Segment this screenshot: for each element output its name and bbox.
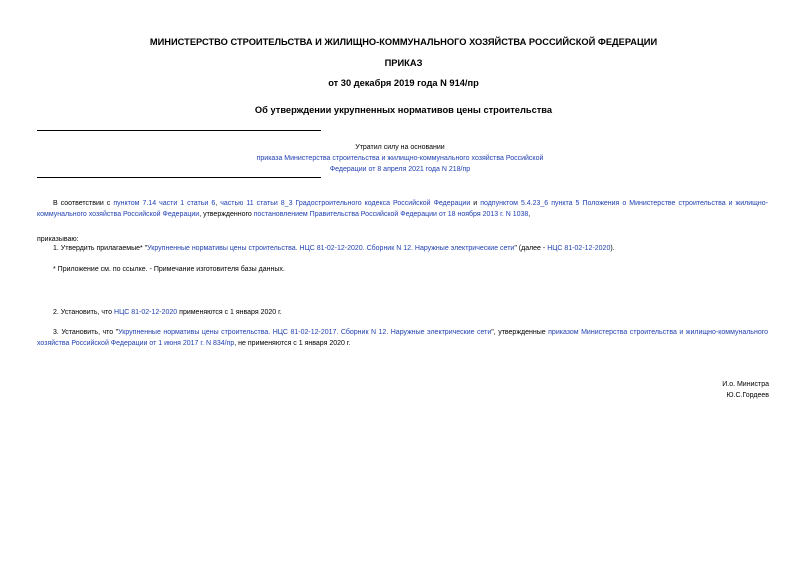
item2-text-1: 2. Установить, что (53, 309, 115, 316)
item1-text-3: ). (610, 245, 615, 252)
validity-note (240, 142, 560, 175)
preamble-text-2: , (215, 200, 221, 207)
doc-date-number: от 30 декабря 2019 года N 914/пр (328, 78, 479, 88)
preamble-text-3: и (470, 200, 481, 207)
link-ncs-2020-code-2[interactable]: НЦС 81-02-12-2020 (114, 309, 178, 316)
item3-text-2: ", утвержденные (491, 329, 549, 336)
link-ncs-2017-title[interactable]: Укрупненные нормативы цены строительства. НЦС 81-02-12-2017. Сборник N 12. Наружные электрические сети (118, 329, 492, 336)
link-ministry-regulation[interactable]: подпунктом 5.4.23_6 пункта 5 Положения о Министерстве строительства и жилищно-коммунального хозяйства Российской Федерации (37, 200, 768, 218)
preamble-text-5: , (528, 211, 531, 218)
link-ncs-2020-title[interactable]: Укрупненные нормативы цены строительства. НЦС 81-02-12-2020. Сборник N 12. Наружные электрические сети (147, 245, 515, 252)
top-divider (37, 130, 321, 131)
link-ncs-2020-code[interactable]: НЦС 81-02-12-2020 (547, 245, 611, 252)
preamble-text-1: В соответствии с (53, 200, 114, 207)
item1-text-2: " (далее - (514, 245, 548, 252)
item-3-paragraph (37, 327, 768, 349)
preamble-text-4: , утвержденного (199, 211, 254, 218)
doc-type-heading: ПРИКАЗ (384, 58, 423, 68)
signature-block (722, 379, 769, 401)
preamble-paragraph (37, 198, 768, 220)
item3-text-3: , не применяются с 1 января 2020 г. (234, 340, 351, 347)
validity-note-text: Утратил силу на основании (355, 144, 445, 151)
signature-name: Ю.С.Гордеев (726, 392, 769, 399)
item2-text-2: применяются с 1 января 2020 г. (177, 309, 282, 316)
item3-text-1: 3. Установить, что " (53, 329, 119, 336)
order-word: приказываю: (37, 236, 79, 243)
item-1-paragraph (37, 243, 768, 254)
link-order-834[interactable]: приказом Министерства строительства и жилищно-коммунального хозяйства Российской Федерации от 1 июня 2017 г. N 834/пр (37, 329, 769, 347)
signature-position: И.о. Министра (722, 381, 769, 388)
ministry-heading: МИНИСТЕРСТВО СТРОИТЕЛЬСТВА И ЖИЛИЩНО-КОММУНАЛЬНОГО ХОЗЯЙСТВА РОССИЙСКОЙ ФЕДЕРАЦИИ (149, 37, 658, 47)
link-town-planning-code-art6[interactable]: пунктом 7.14 части 1 статьи 6 (113, 200, 216, 207)
doc-subject-title: Об утверждении укрупненных нормативов цены строительства (254, 105, 553, 115)
bottom-divider (37, 177, 321, 178)
item-2-paragraph (37, 307, 768, 318)
link-government-resolution[interactable]: постановлением Правительства Российской Федерации от 18 ноября 2013 г. N 1038 (253, 211, 529, 218)
link-town-planning-code-art8-3[interactable]: частью 11 статьи 8_3 Градостроительного кодекса Российской Федерации (220, 200, 471, 207)
item1-text-1: 1. Утвердить прилагаемые* " (53, 245, 148, 252)
footnote: * Приложение см. по ссылке. - Примечание изготовителя базы данных. (53, 266, 285, 273)
validity-note-link[interactable]: приказа Министерства строительства и жилищно-коммунального хозяйства Российской Федерации от 8 апреля 2021 года N 218/пр (256, 155, 544, 173)
